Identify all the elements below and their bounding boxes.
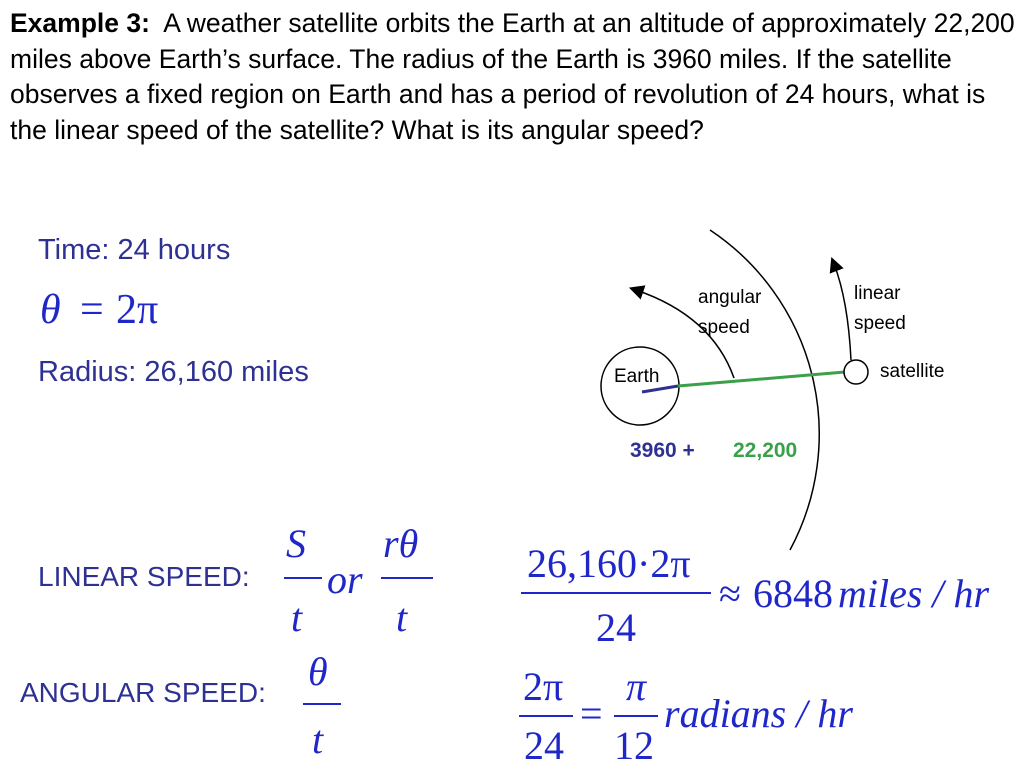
angular-speed-label-line1: angular bbox=[698, 287, 762, 308]
time-label: Time: 24 hours bbox=[38, 234, 231, 266]
angular-speed-label-line2: speed bbox=[698, 317, 750, 338]
approx-sign: ≈ bbox=[719, 571, 741, 616]
linear-f2-denominator: t bbox=[396, 595, 408, 640]
angular-c1-bar bbox=[519, 715, 573, 717]
linear-f2-numerator: rθ bbox=[383, 521, 419, 566]
radius-earth-value: 3960 + bbox=[630, 439, 695, 462]
problem-heading: Example 3: bbox=[10, 8, 150, 38]
angular-c1-denominator: 24 bbox=[524, 723, 564, 768]
angular-c1-numerator: 2π bbox=[523, 664, 564, 709]
linear-f2-bar bbox=[381, 577, 433, 579]
angular-equals-sign: = bbox=[580, 691, 603, 736]
linear-f1-bar bbox=[284, 577, 322, 579]
linear-speed-label-line1: linear bbox=[854, 283, 901, 304]
equals-sign: = bbox=[80, 287, 104, 333]
angular-speed-label: ANGULAR SPEED: bbox=[20, 677, 266, 708]
linear-speed-label-line2: speed bbox=[854, 313, 906, 334]
linear-calc-numerator: 26,160·2π bbox=[527, 541, 691, 586]
radius-altitude-value: 22,200 bbox=[733, 439, 798, 462]
linear-speed-label: LINEAR SPEED: bbox=[38, 561, 250, 592]
theta-symbol: θ bbox=[40, 287, 61, 333]
angular-f-denominator: t bbox=[312, 717, 324, 762]
linear-f1-numerator: S bbox=[286, 521, 306, 566]
linear-result-unit: miles / hr bbox=[838, 571, 990, 616]
satellite-circle bbox=[844, 360, 868, 384]
radius-label: Radius: 26,160 miles bbox=[38, 356, 309, 388]
linear-calc-bar bbox=[521, 592, 711, 594]
satellite-label: satellite bbox=[880, 361, 945, 382]
linear-f1-denominator: t bbox=[291, 595, 303, 640]
angular-result-unit: radians / hr bbox=[664, 691, 853, 736]
linear-speed-arrow bbox=[834, 264, 851, 360]
angular-f-numerator: θ bbox=[308, 649, 328, 694]
altitude-segment bbox=[678, 372, 845, 386]
linear-result-value: 6848 bbox=[753, 571, 833, 616]
problem-text: A weather satellite orbits the Earth at an altitude of approximately 22,200 miles above Earth’s surface. The radius of the Earth is 3960 miles. If the satellite observes a fixed region on Earth and has a period of revolution of 24 hours, what is the linear speed of the satellite? What is its angular speed? bbox=[10, 8, 1015, 145]
orbit-arc bbox=[710, 230, 819, 550]
two-pi: 2π bbox=[116, 287, 159, 333]
earth-label: Earth bbox=[614, 366, 660, 387]
linear-calc-denominator: 24 bbox=[596, 605, 636, 650]
angular-c2-denominator: 12 bbox=[614, 723, 654, 768]
or-word: or bbox=[327, 557, 363, 602]
angular-f-bar bbox=[303, 703, 341, 705]
angular-c2-numerator: π bbox=[626, 664, 647, 709]
angular-c2-bar bbox=[614, 715, 658, 717]
